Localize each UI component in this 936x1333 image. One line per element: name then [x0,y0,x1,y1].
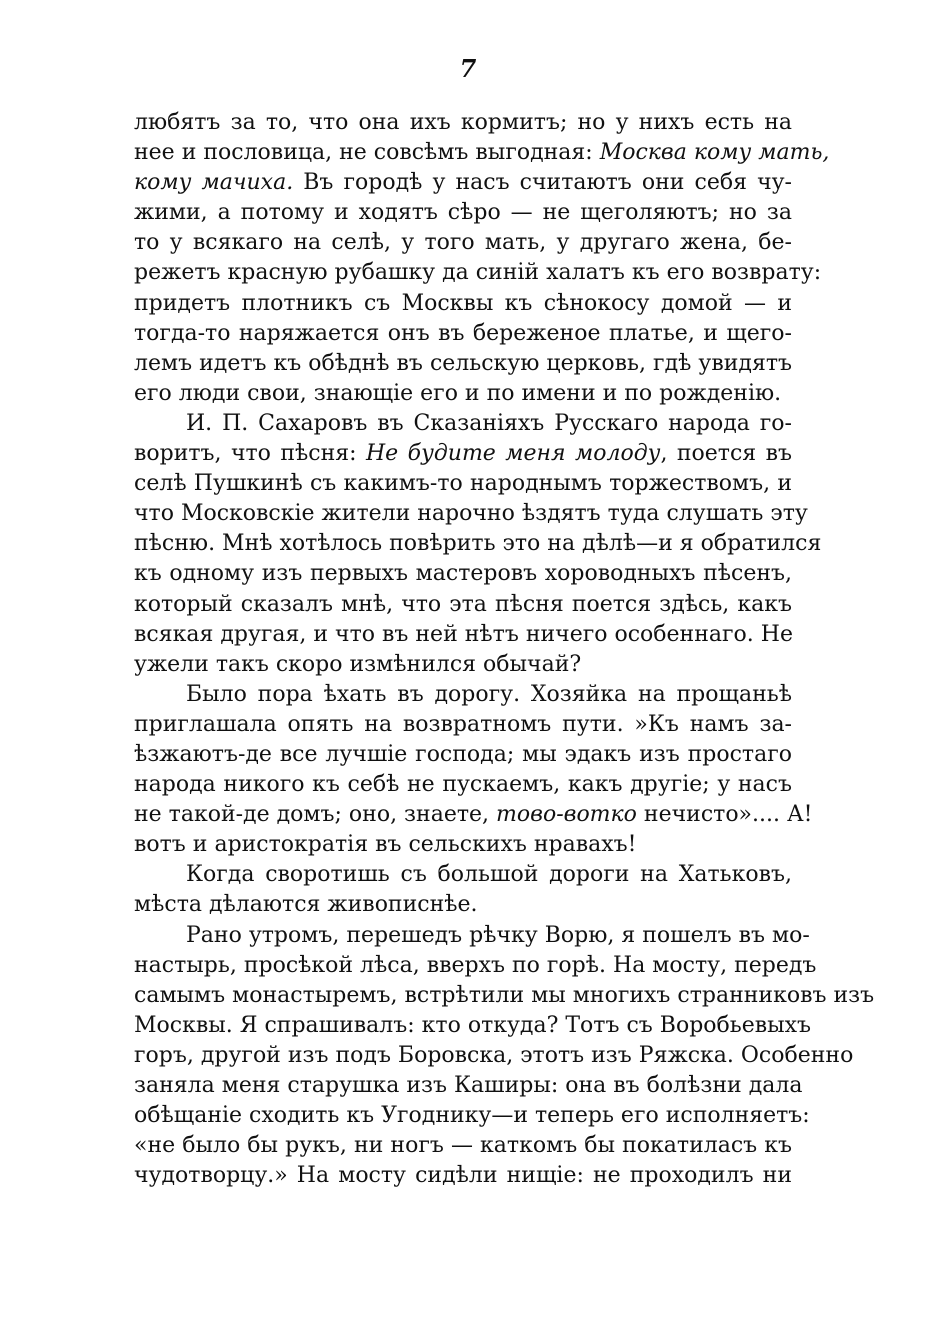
text-line: обѣщаніе сходить къ Угоднику—и теперь его исполняетъ: [134,1103,810,1129]
body-text [134,108,875,1191]
text-line: самымъ монастыремъ, встрѣтили мы многихъ странниковъ изъ [134,982,875,1008]
text-line: который сказалъ мнѣ, что эта пѣсня поется здѣсь, какъ [134,591,792,617]
text-line: заняла меня старушка изъ Каширы: она въ болѣзни дала [134,1073,803,1098]
paragraph-start-line: Рано утромъ, перешедъ рѣчку Ворю, я пошелъ въ мо- [186,922,810,948]
paragraph-start-line: И. П. Сахаровъ въ Сказаніяхъ Русскаго народа го- [186,410,792,436]
text-line: настырь, просѣкой лѣса, вверхъ по горѣ. На мосту, передъ [134,952,817,978]
text-line: пѣсню. Мнѣ хотѣлось повѣрить это на дѣлѣ—и я обратился [134,531,822,557]
paragraph-end-line: мѣста дѣлаются живописнѣе. [134,892,478,918]
text-line: воритъ, что пѣсня: Не будите меня молоду, поется въ [134,441,792,467]
text-line: Москвы. Я спрашивалъ: кто откуда? Тотъ съ Воробьевыхъ [134,1012,812,1038]
text-line: что Московскіе жители нарочно ѣздятъ туда слушать эту [134,501,808,527]
text-line: нее и пословица, не совсѣмъ выгодная: Москва кому мать, [134,140,830,166]
text-line: народа никого къ себѣ не пускаемъ, какъ другіе; у насъ [134,772,792,798]
text-line: къ одному изъ первыхъ мастеровъ хороводныхъ пѣсенъ, [134,561,792,587]
text-line: не такой-де домъ; оно, знаете, тово-вотко нечисто».... А! [134,802,813,828]
text-line: тогда-то наряжается онъ въ береженое платье, и щего- [134,320,792,346]
paragraph-start-line: Когда своротишь съ большой дороги на Хатьковъ, [186,862,792,888]
text-line: горъ, другой изъ подъ Боровска, этотъ изъ Ряжска. Особенно [134,1042,854,1068]
text-line: лемъ идетъ къ обѣднѣ въ сельскую церковь, гдѣ увидятъ [134,350,792,376]
text-line: приглашала опять на возвратномъ пути. »Къ намъ за- [134,711,792,737]
text-line: кому мачиха. Въ городѣ у насъ считаютъ они себя чу- [134,170,792,196]
text-line: «не было бы рукъ, ни ногъ — каткомъ бы покатиласъ къ [134,1133,792,1159]
paragraph-end-line: ужели такъ скоро измѣнился обычай? [134,651,582,677]
text-line: режетъ красную рубашку да синій халатъ къ его возврату: [134,260,822,286]
text-line: любятъ за то, что она ихъ кормитъ; но у нихъ есть на [134,110,792,135]
text-line: жими, а потому и ходятъ сѣро — не щеголяютъ; но за [134,200,792,226]
page-number: 7 [459,54,477,83]
paragraph-start-line: Было пора ѣхать въ дорогу. Хозяйка на прощаньѣ [186,681,792,707]
text-line: ѣзжаютъ-де все лучшіе господа; мы эдакъ изъ простаго [134,741,792,767]
text-line: селѣ Пушкинѣ съ какимъ-то народнымъ торжествомъ, и [134,471,792,497]
text-line: то у всякаго на селѣ, у того мать, у другаго жена, бе- [134,230,792,256]
text-line: всякая другая, и что въ ней нѣтъ ничего особеннаго. Не [134,621,793,647]
text-line: чудотворцу.» На мосту сидѣли нищіе: не проходилъ ни [134,1163,792,1189]
paragraph-end-line: вотъ и аристократія въ сельскихъ нравахъ! [134,832,637,858]
text-line: придетъ плотникъ съ Москвы къ сѣнокосу домой — и [134,290,792,316]
paragraph-end-line: его люди свои, знающіе его и по имени и по рожденію. [134,380,782,406]
